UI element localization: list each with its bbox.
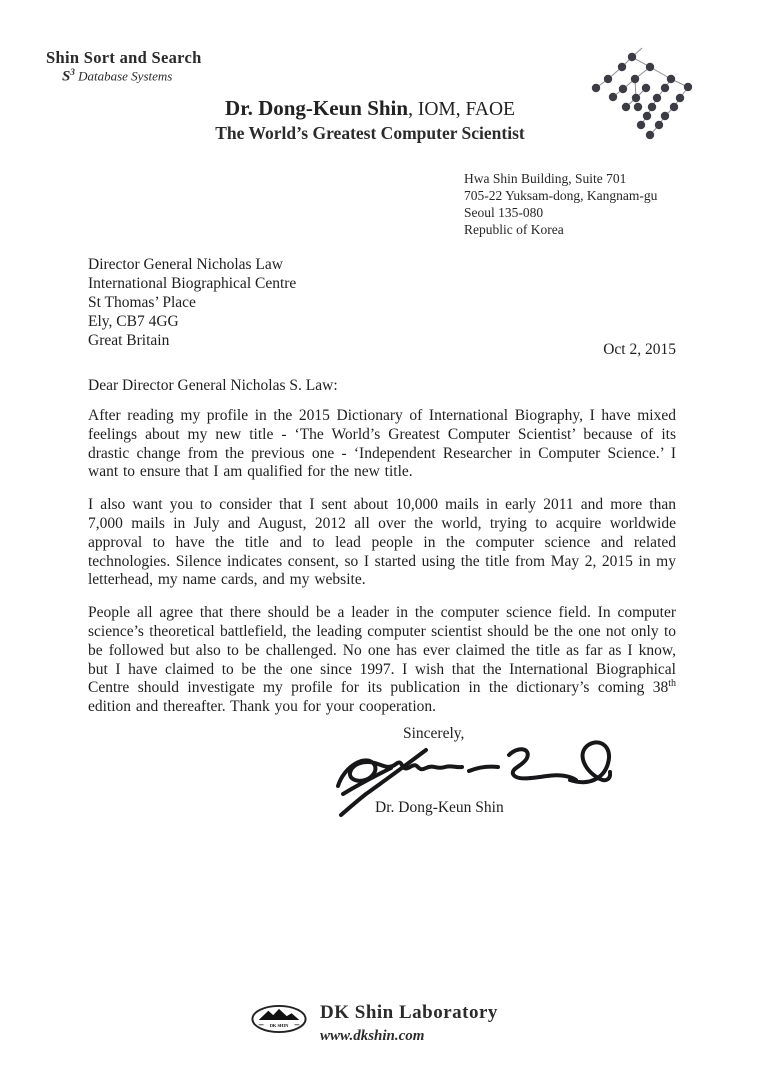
lab-url: www.dkshin.com	[320, 1028, 425, 1044]
recipient-line: St Thomas’ Place	[88, 293, 196, 311]
paragraph-3-end: edition and thereafter. Thank you for your cooperation.	[88, 698, 437, 716]
paragraph-1: After reading my profile in the 2015 Dictionary of International Biography, I have mixed feelings about my new title - ‘The World’s Greatest Computer Scientist’ because of its drastic change from the previous one - ‘Independent Researcher in Computer Science.’ I want to ensure that I am qualified for the new title.	[88, 407, 676, 481]
recipient-line: International Biographical Centre	[88, 274, 297, 292]
company-subtitle	[62, 67, 172, 85]
sender-address-line: Seoul 135-080	[464, 205, 544, 220]
letter-tagline: The World’s Greatest Computer Scientist	[215, 123, 525, 143]
sender-address	[464, 170, 657, 238]
letter-body	[88, 407, 676, 731]
company-name: Shin Sort and Search	[46, 48, 202, 67]
closing-sincerely: Sincerely,	[403, 725, 465, 742]
sender-address-line: 705-22 Yuksam-dong, Kangnam-gu	[464, 188, 658, 203]
lab-logo-icon	[250, 1003, 308, 1035]
sender-address-line: Hwa Shin Building, Suite 701	[464, 171, 627, 186]
recipient-line: Director General Nicholas Law	[88, 256, 283, 273]
company-sub-sup: 3	[70, 67, 75, 77]
company-sub-rest: Database Systems	[74, 68, 173, 84]
letter-date: Oct 2, 2015	[603, 341, 676, 358]
letter-title	[0, 96, 740, 121]
recipient-line: Great Britain	[88, 331, 170, 349]
signed-name: Dr. Dong-Keun Shin	[375, 799, 504, 816]
recipient-address	[88, 256, 296, 351]
lab-logo-text: DK SHIN	[269, 1023, 289, 1029]
footer	[250, 1002, 498, 1045]
salutation: Dear Director General Nicholas S. Law:	[88, 377, 338, 394]
ordinal-superscript: th	[668, 678, 676, 690]
footer-text	[320, 1002, 498, 1045]
author-name: Dr. Dong-Keun Shin	[225, 96, 409, 120]
sender-address-line: Republic of Korea	[464, 222, 564, 237]
author-honorifics: , IOM, FAOE	[408, 99, 515, 120]
paragraph-3-text: People all agree that there should be a leader in the computer science field. In computer science’s theoretical battlefield, the leading computer scientist should be the one not only to be followed but also to be challenged. No one has ever claimed the title as far as I know, but I have claimed to be the one since 1997. I wish that the International Biographical Centre should investigate my profile for its publication in the dictionary’s coming 38	[88, 604, 676, 697]
paragraph-2: I also want you to consider that I sent about 10,000 mails in early 2011 and more than 7,000 mails in July and August, 2012 all over the world, trying to acquire worldwide approval to have the title and to lead people in the computer science and related technologies. Silence indicates consent, so I started using the title from May 2, 2015 in my letterhead, my name cards, and my website.	[88, 496, 676, 589]
paragraph-3	[88, 604, 676, 717]
lab-name: DK Shin Laboratory	[320, 1002, 498, 1023]
company-sub-s: S	[62, 68, 71, 85]
recipient-line: Ely, CB7 4GG	[88, 312, 179, 330]
